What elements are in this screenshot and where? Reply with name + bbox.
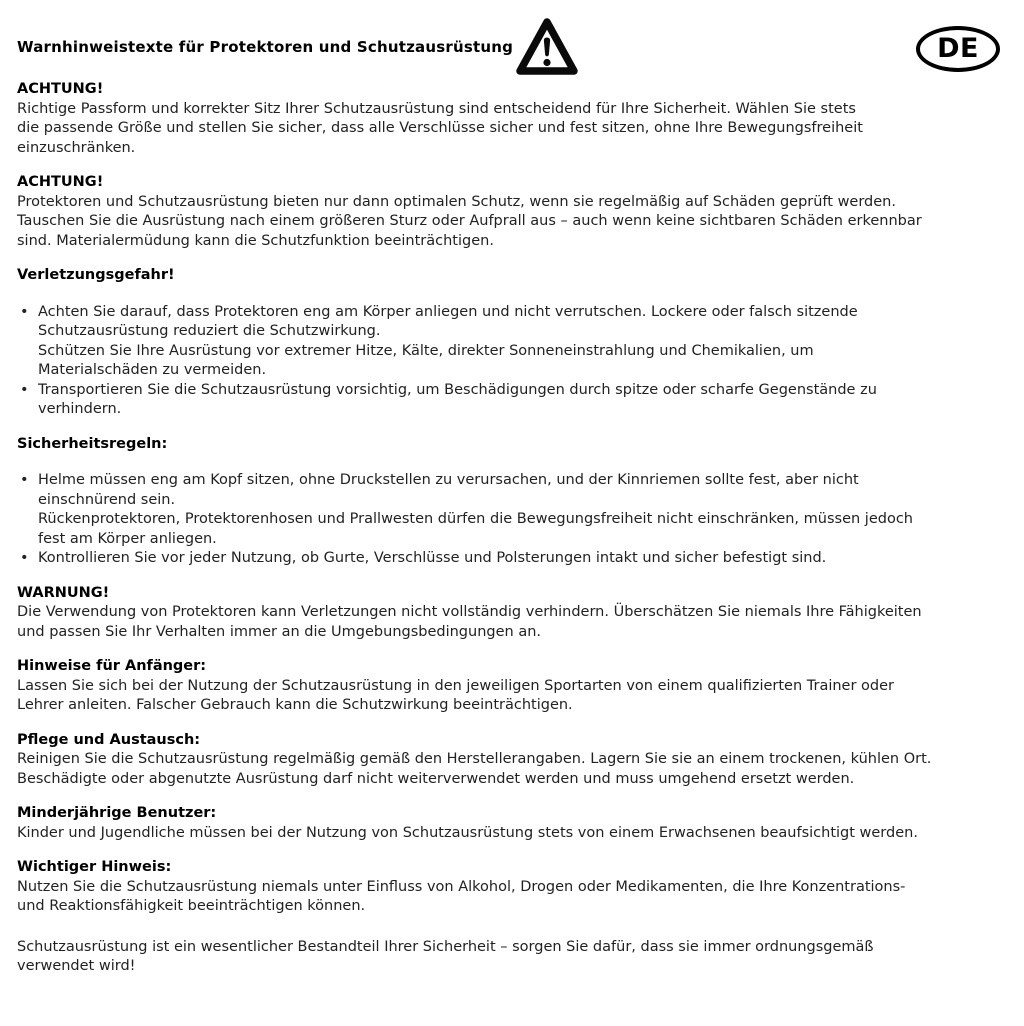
paragraph-line: Kinder und Jugendliche müssen bei der Nutzung von Schutzausrüstung stets von einem Erwachsenen beaufsichtigt werden.: [17, 824, 918, 841]
section-achtung-1: [17, 80, 1007, 158]
paragraph-line: verwendet wird!: [17, 958, 136, 974]
bullet-list: [17, 471, 1007, 569]
section-hinweise-anfaenger: [17, 657, 1007, 716]
paragraph-line: und Reaktionsfähigkeit beeinträchtigen können.: [17, 898, 366, 914]
section-achtung-2: [17, 173, 1007, 251]
bullet-dot-icon: •: [20, 472, 29, 488]
bullet-line: Materialschäden zu vermeiden.: [38, 362, 267, 378]
paragraph-line: einzuschränken.: [17, 139, 136, 156]
section-heading: Verletzungsgefahr!: [17, 267, 175, 283]
bullet-dot-icon: •: [20, 303, 29, 320]
section-minderjaehrige-benutzer: [17, 804, 1007, 843]
section-heading: Hinweise für Anfänger:: [17, 658, 207, 674]
language-badge: [916, 26, 1000, 72]
bullet-line: Schützen Sie Ihre Ausrüstung vor extremer Hitze, Kälte, direkter Sonneneinstrahlung und Chemikalien, um: [38, 342, 814, 359]
paragraph-line: Beschädigte oder abgenutzte Ausrüstung darf nicht weiterverwendet werden und muss umgehend ersetzt werden.: [17, 770, 855, 787]
section-heading: Pflege und Austausch:: [17, 731, 201, 748]
section-wichtiger-hinweis: [17, 858, 1007, 917]
document-header: [0, 0, 1024, 80]
bullet-item: [17, 549, 1007, 569]
page-title: Warnhinweistexte für Protektoren und Schutzausrüstung: [17, 38, 514, 56]
bullet-line: fest am Körper anliegen.: [38, 530, 217, 547]
bullet-item: [17, 381, 1007, 420]
paragraph-line: Die Verwendung von Protektoren kann Verletzungen nicht vollständig verhindern. Überschätzen Sie niemals Ihre Fähigkeiten: [17, 604, 922, 620]
section-heading: Wichtiger Hinweis:: [17, 859, 172, 875]
section-heading: ACHTUNG!: [17, 81, 104, 97]
bullet-line: verhindern.: [38, 401, 122, 417]
paragraph-line: Protektoren und Schutzausrüstung bieten nur dann optimalen Schutz, wenn sie regelmäßig auf Schäden geprüft werden.: [17, 193, 896, 210]
bullet-line: Helme müssen eng am Kopf sitzen, ohne Druckstellen zu verursachen, und der Kinnriemen sollte fest, aber nicht: [38, 472, 859, 488]
section-heading: ACHTUNG!: [17, 174, 104, 190]
bullet-list: [17, 303, 1007, 420]
bullet-line: Transportieren Sie die Schutzausrüstung vorsichtig, um Beschädigungen durch spitze oder scharfe Gegenstände zu: [38, 381, 877, 398]
document-body: [0, 80, 1024, 977]
bullet-line: einschnürend sein.: [38, 491, 176, 508]
section-verletzungsgefahr: [17, 266, 1007, 420]
paragraph-line: Lehrer anleiten. Falscher Gebrauch kann die Schutzwirkung beeinträchtigen.: [17, 697, 573, 713]
bullet-line: Rückenprotektoren, Protektorenhosen und Prallwesten dürfen die Bewegungsfreiheit nicht einschränken, müssen jedoch: [38, 511, 913, 527]
section-pflege-austausch: [17, 731, 1007, 790]
section-sicherheitsregeln: [17, 435, 1007, 569]
bullet-line: Kontrollieren Sie vor jeder Nutzung, ob Gurte, Verschlüsse und Polsterungen intakt und sicher befestigt sind.: [38, 550, 827, 566]
paragraph-line: Lassen Sie sich bei der Nutzung der Schutzausrüstung in den jeweiligen Sportarten von einem qualifizierten Trainer oder: [17, 677, 895, 694]
bullet-item: [17, 471, 1007, 549]
bullet-item: [17, 303, 1007, 381]
section-warnung: [17, 584, 1007, 643]
bullet-line: Achten Sie darauf, dass Protektoren eng am Körper anliegen und nicht verrutschen. Lockere oder falsch sitzende: [38, 303, 858, 320]
paragraph-line: Reinigen Sie die Schutzausrüstung regelmäßig gemäß den Herstellerangaben. Lagern Sie sie an einem trockenen, kühlen Ort.: [17, 751, 932, 767]
bullet-line: Schutzausrüstung reduziert die Schutzwirkung.: [38, 323, 381, 339]
bullet-dot-icon: •: [20, 381, 29, 398]
paragraph-line: Schutzausrüstung ist ein wesentlicher Bestandteil Ihrer Sicherheit – sorgen Sie dafür, dass sie immer ordnungsgemäß: [17, 938, 874, 955]
section-heading: Sicherheitsregeln:: [17, 435, 168, 452]
section-heading: WARNUNG!: [17, 584, 110, 601]
paragraph-line: Nutzen Sie die Schutzausrüstung niemals unter Einfluss von Alkohol, Drogen oder Medikamenten, die Ihre Konzentrations-: [17, 878, 906, 895]
paragraph-line: sind. Materialermüdung kann die Schutzfunktion beeinträchtigen.: [17, 232, 494, 249]
warning-triangle-icon: [514, 16, 580, 80]
paragraph-line: Richtige Passform und korrekter Sitz Ihrer Schutzausrüstung sind entscheidend für Ihre Sicherheit. Wählen Sie stets: [17, 100, 856, 117]
bullet-dot-icon: •: [20, 550, 29, 566]
section-heading: Minderjährige Benutzer:: [17, 805, 217, 821]
language-badge-label: DE: [937, 32, 979, 64]
paragraph-line: Tauschen Sie die Ausrüstung nach einem größeren Sturz oder Aufprall aus – auch wenn keine sichtbaren Schäden erkennbar: [17, 213, 922, 229]
paragraph-line: und passen Sie Ihr Verhalten immer an die Umgebungsbedingungen an.: [17, 623, 542, 640]
closing-paragraph: [17, 938, 1007, 977]
paragraph-line: die passende Größe und stellen Sie sicher, dass alle Verschlüsse sicher und fest sitzen, ohne Ihre Bewegungsfreiheit: [17, 120, 863, 136]
